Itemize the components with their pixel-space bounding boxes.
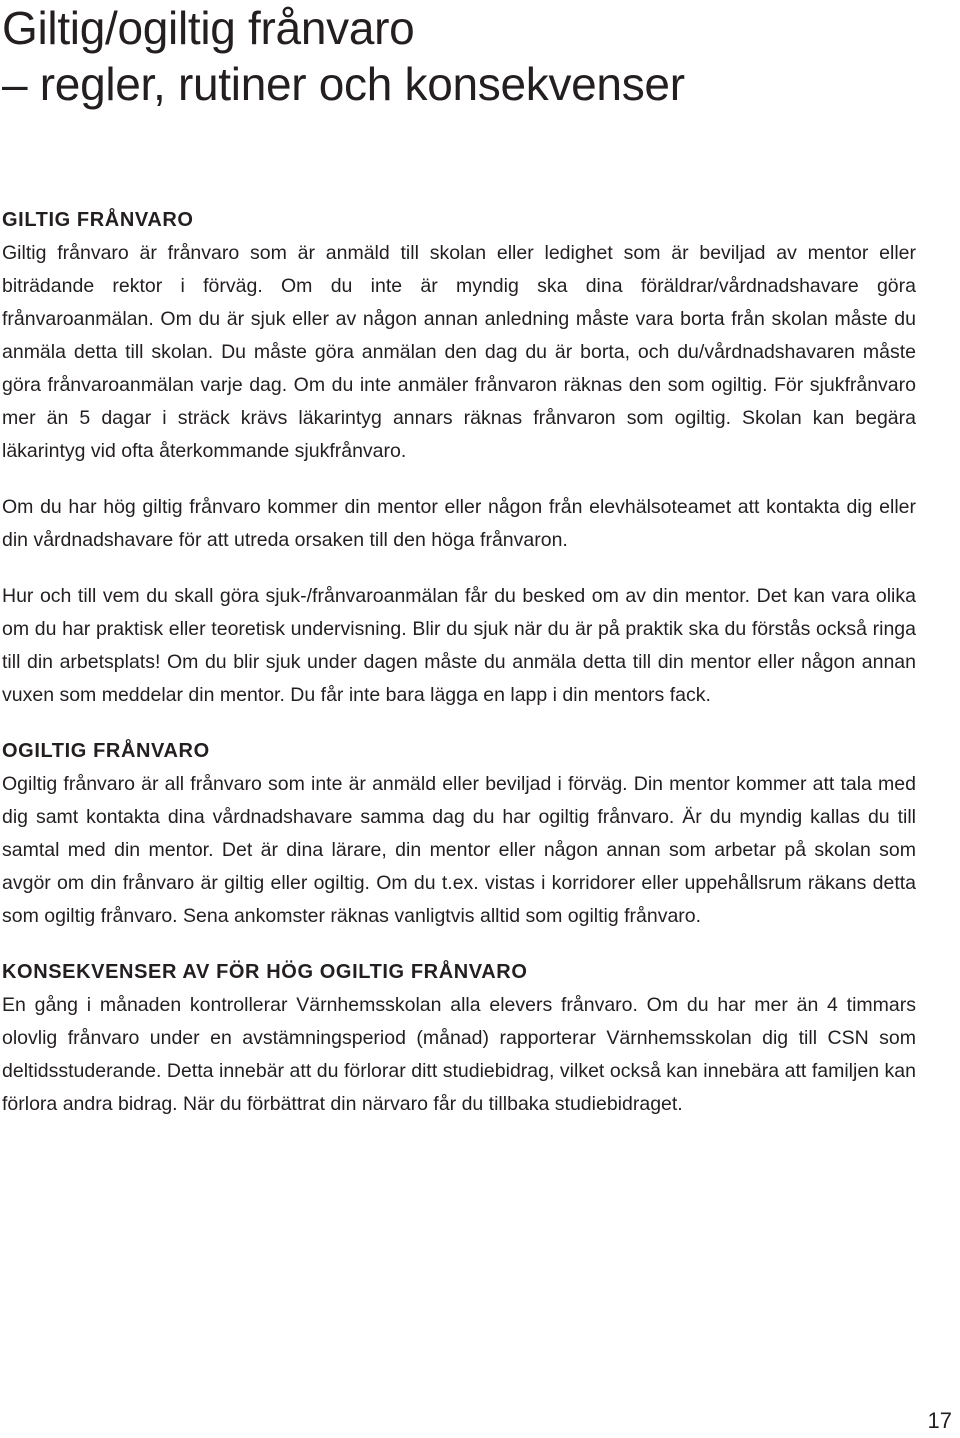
page-title-line-2: – regler, rutiner och konsekvenser bbox=[2, 58, 685, 110]
page-number: 17 bbox=[927, 1408, 952, 1433]
page-title bbox=[2, 0, 685, 112]
paragraph-ogiltig-1: Ogiltig frånvaro är all frånvaro som inte är anmäld eller beviljad i förväg. Din mentor kommer att tala med dig samt kontakta dina vårdnadshavare samma dag du har ogiltig frånvaro. Är du myndig kallas du till samtal med din mentor. Det är dina lärare, din mentor eller någon annan som arbetar på skolan som avgör om din frånvaro är giltig eller ogiltig. Om du t.ex. vistas i korridorer eller uppehållsrum räkans detta som ogiltig frånvaro. Sena ankomster räknas vanligtvis alltid som ogiltig frånvaro. bbox=[2, 773, 916, 927]
document-body bbox=[2, 204, 916, 1144]
paragraph-giltig-2: Om du har hög giltig frånvaro kommer din mentor eller någon från elevhälsoteamet att kontakta dig eller din vårdnadshavare för att utreda orsaken till den höga frånvaron. bbox=[2, 496, 916, 551]
paragraph-konsekvenser-1: En gång i månaden kontrollerar Värnhemsskolan alla elevers frånvaro. Om du har mer än 4 timmars olovlig frånvaro under en avstämningsperiod (månad) rapporterar Värnhemsskolan dig till CSN som deltidsstuderande. Detta innebär att du förlorar ditt studiebidrag, vilket också kan innebära att familjen kan förlora andra bidrag. När du förbättrat din närvaro får du tillbaka studiebidraget. bbox=[2, 994, 916, 1115]
paragraph-giltig-3: Hur och till vem du skall göra sjuk-/frånvaroanmälan får du besked om av din mentor. Det kan vara olika om du har praktisk eller teoretisk undervisning. Blir du sjuk när du är på praktik ska du förstås också ringa till din arbetsplats! Om du blir sjuk under dagen måste du anmäla detta till din mentor eller någon annan vuxen som meddelar din mentor. Du får inte bara lägga en lapp i din mentors fack. bbox=[2, 585, 916, 706]
section-heading-ogiltig: OGILTIG FRÅNVARO bbox=[2, 740, 210, 762]
section-heading-giltig: GILTIG FRÅNVARO bbox=[2, 209, 194, 231]
section-giltig-franvaro bbox=[2, 204, 916, 712]
section-konsekvenser bbox=[2, 956, 916, 1121]
page-title-line-1: Giltig/ogiltig frånvaro bbox=[2, 2, 415, 54]
section-ogiltig-franvaro bbox=[2, 735, 916, 933]
paragraph-giltig-1: Giltig frånvaro är frånvaro som är anmäld till skolan eller ledighet som är beviljad av mentor eller biträdande rektor i förväg. Om du inte är myndig ska dina föräldrar/vårdnadshavare göra frånvaroanmälan. Om du är sjuk eller av någon annan anledning måste vara borta från skolan måste du anmäla detta till skolan. Du måste göra anmälan den dag du är borta, och du/vårdnadshavaren måste göra frånvaroanmälan varje dag. Om du inte anmäler frånvaron räknas den som ogiltig. För sjukfrånvaro mer än 5 dagar i sträck krävs läkarintyg annars räknas frånvaron som ogiltig. Skolan kan begära läkarintyg vid ofta återkommande sjukfrånvaro. bbox=[2, 242, 916, 462]
section-heading-konsekvenser: KONSEKVENSER AV FÖR HÖG OGILTIG FRÅNVARO bbox=[2, 961, 528, 983]
